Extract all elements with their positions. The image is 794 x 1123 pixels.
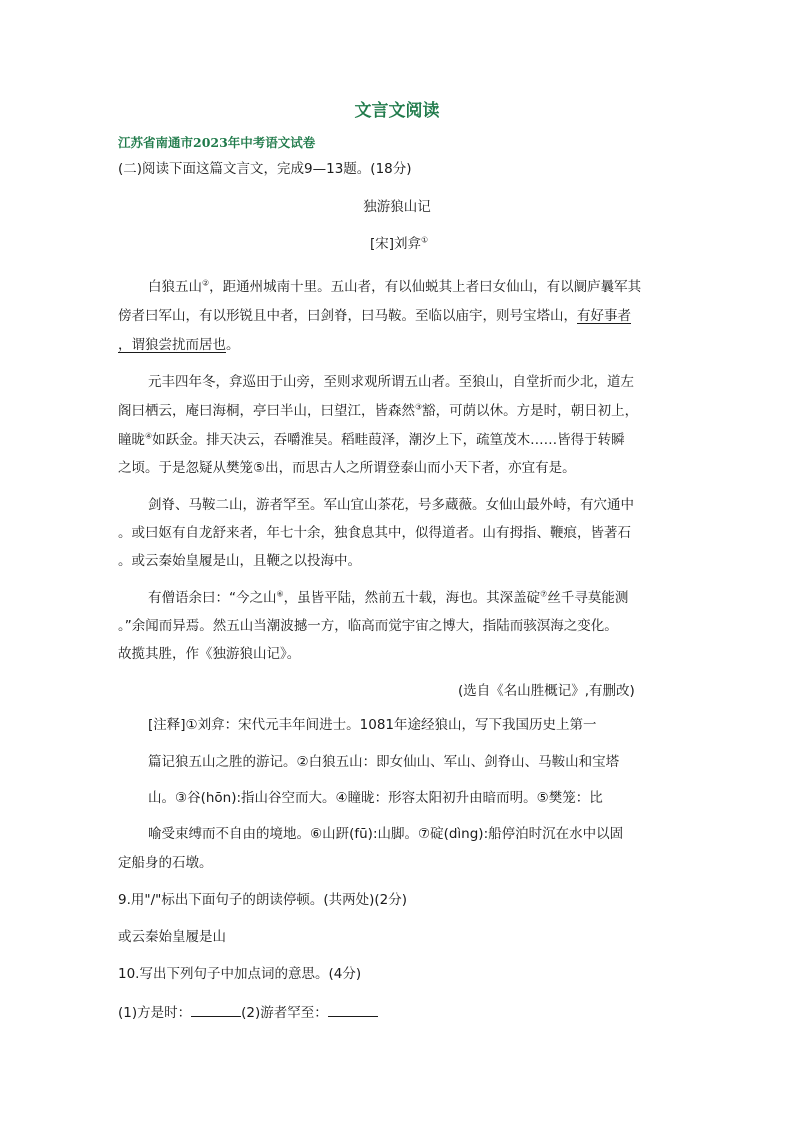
paragraph-1-line-1 [148,279,641,295]
question-9-sentence: 或云秦始皇履是山 [118,929,226,945]
paragraph-3-line-1: 剑脊、马鞍二山，游者罕至。军山宜山茶花，号多蔵薇。女仙山最外峙，有穴通中 [148,497,634,513]
essay-title: 独游狼山记 [363,199,431,215]
underlined-text: ，谓狼尝扰而居也 [118,337,226,353]
paragraph-4-line-1 [148,590,628,606]
notes-line-4: 喻受束缚而不自由的境地。⑥山趼(fū):山脚。⑦碇(dìng):船停泊时沉在水中以固 [148,826,624,842]
paragraph-2-line-2 [118,403,638,419]
paragraph-4-line-2: 。”余闻而异焉。然五山当潮波撼一方，临高而觉宇宙之博大，指陆而骇溟海之变化。 [118,618,618,634]
paragraph-3-line-3: 。或云秦始皇履是山，且鞭之以投海中。 [118,553,361,569]
text-span: 阁曰栖云，庵曰海桐，亭曰半山，曰望江，皆森然 [118,403,415,419]
footnote-mark: ③ [415,402,423,412]
text-span: ，距通州城南十里。五山者，有以仙蜕其上者曰女仙山，有以阛庐曩军其 [209,279,642,295]
paragraph-1-line-2 [118,308,631,324]
question-10-item-2: (2)游者罕至： [241,1005,328,1021]
underlined-text: 有好事者 [577,308,631,324]
footnote-mark: ① [421,235,429,245]
text-span: 如跃金。排天决云，吞嚼淮吴。稻畦葭泽，潮汐上下，疏篁茂木……皆得于转瞬 [152,432,625,448]
paragraph-2-line-3 [118,432,625,448]
paragraph-1-line-3 [118,337,240,353]
exam-source: 江苏省南通市2023年中考语文试卷 [118,135,316,150]
text-span: 。 [226,337,240,353]
question-10: 10.写出下列句子中加点词的意思。(4分) [118,966,362,982]
notes-line-2: 篇记狼五山之胜的游记。②白狼五山：即女仙山、军山、剑脊山、马鞍山和宝塔 [148,754,620,770]
question-10-items [118,1003,378,1021]
author: [宋]刘弇 [370,236,422,252]
text-span: 丝千寻莫能测 [547,590,629,606]
author-line [370,236,428,252]
paragraph-2-line-1: 元丰四年冬，弇巡田于山旁，至则求观所谓五山者。至狼山，自堂折而少北，道左 [148,374,634,390]
section-intro: (二)阅读下面这篇文言文，完成9—13题。(18分) [118,161,412,177]
selection-note: (选自《名山胜概记》,有删改) [458,683,635,699]
footnote-mark: ⑥ [276,589,284,599]
answer-blank-1[interactable] [191,1003,241,1017]
text-span: 瞳昽 [118,432,145,448]
text-span: 傍者曰军山，有以形锐且中者，曰剑脊，曰马鞍。至临以庙宇，则号宝塔山， [118,308,577,324]
notes-line-5: 定船身的石墩。 [118,855,213,871]
paragraph-3-line-2: 。或曰妪有自龙舒来者，年七十余，独食息其中，似得道者。山有拇指、鞭痕，皆著石 [118,525,631,541]
notes-line-3: 山。③谷(hōn):指山谷空而大。④瞳昽：形容太阳初升由暗而明。⑤樊笼：比 [148,790,603,806]
text-span: 豁，可荫以休。方是时，朝日初上， [422,403,639,419]
paragraph-4-line-3: 故揽其胜，作《独游狼山记》。 [118,646,301,662]
answer-blank-2[interactable] [328,1003,378,1017]
text-span: ，虽皆平陆，然前五十载，海也。其深盖碇 [283,590,541,606]
notes-line-1: [注释]①刘弇：宋代元丰年间进士。1081年途经狼山，写下我国历史上第一 [148,717,597,733]
footnote-mark: ② [202,278,210,288]
footnote-mark: ④ [145,431,153,441]
page-title: 文言文阅读 [354,101,440,121]
question-10-item-1: (1)方是时： [118,1005,192,1021]
text-span: 白狼五山 [148,279,202,295]
footnote-mark: ⑦ [540,589,548,599]
text-span: 有僧语余曰：“今之山 [148,590,277,606]
paragraph-2-line-4: 之顷。于是忽疑从樊笼⑤出，而思古人之所谓登泰山而小天下者，亦宜有是。 [118,460,576,476]
question-9: 9.用"/"标出下面句子的朗读停顿。(共两处)(2分) [118,892,408,908]
